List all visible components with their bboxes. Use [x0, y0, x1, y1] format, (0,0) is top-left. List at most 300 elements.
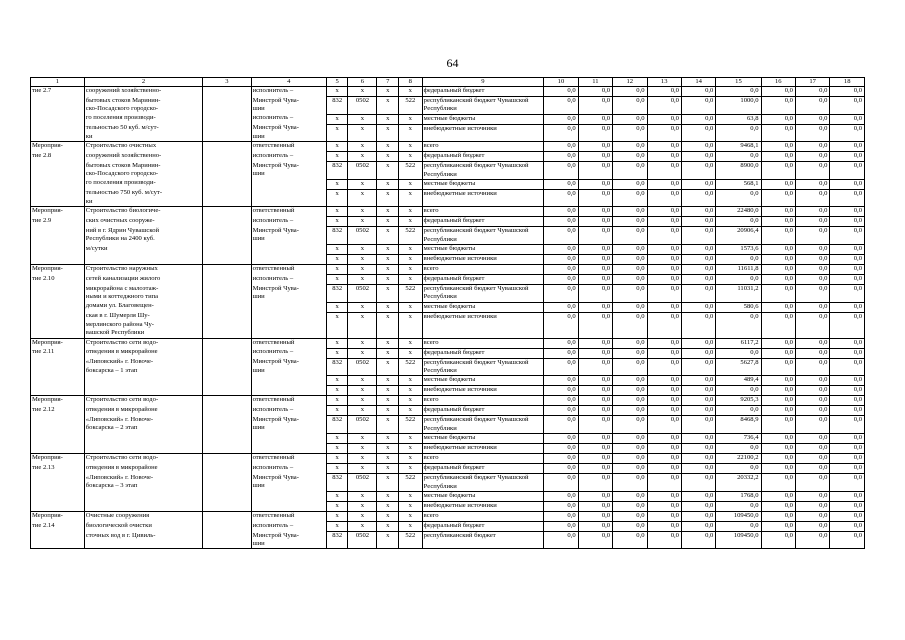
measure-number-cell	[31, 114, 85, 124]
year-value-cell: 0,0	[578, 179, 612, 189]
year-value-cell: 0,0	[544, 348, 578, 358]
code-section-cell: x	[348, 142, 377, 152]
year-value-cell: 0,0	[681, 522, 715, 532]
year-value-cell: 0,0	[681, 302, 715, 312]
responsible-executor-cell	[251, 312, 326, 338]
table-row	[31, 406, 865, 416]
table-row	[31, 434, 865, 444]
code-grbs-cell: x	[326, 502, 348, 512]
code-expense-cell: 522	[398, 532, 422, 549]
year-value-cell: 0,0	[613, 265, 647, 275]
year-value-cell: 0,0	[647, 142, 681, 152]
code-grbs-cell: x	[326, 312, 348, 338]
measure-number-cell: Мероприя-	[31, 265, 85, 275]
year-value-cell: 0,0	[830, 464, 865, 474]
year-value-cell: 0,0	[681, 312, 715, 338]
empty-cell	[203, 245, 251, 255]
year-value-cell: 0,0	[544, 142, 578, 152]
funding-source-cell: всего	[422, 142, 544, 152]
code-grbs-cell: x	[326, 275, 348, 285]
year-value-cell: 0,0	[830, 302, 865, 312]
year-value-cell: 0,0	[761, 179, 795, 189]
year-value-cell: 0,0	[578, 492, 612, 502]
year-value-cell: 0,0	[681, 275, 715, 285]
measure-name-cell: Строительство очистных	[84, 142, 202, 152]
year-value-cell: 20906,4	[716, 227, 761, 245]
empty-cell	[203, 444, 251, 454]
year-value-cell: 0,0	[544, 386, 578, 396]
year-value-cell: 0,0	[716, 87, 761, 97]
code-target-cell: x	[377, 285, 399, 303]
year-value-cell: 0,0	[647, 255, 681, 265]
year-value-cell: 0,0	[578, 275, 612, 285]
year-value-cell: 0,0	[681, 255, 715, 265]
code-section-cell: 0502	[348, 416, 377, 434]
code-expense-cell: x	[398, 396, 422, 406]
measure-name-cell: бытовых стоков Маринин- ско-Посадского городско-	[84, 97, 202, 115]
code-grbs-cell: x	[326, 464, 348, 474]
year-value-cell: 0,0	[578, 255, 612, 265]
year-value-cell: 0,0	[681, 434, 715, 444]
funding-source-cell: всего	[422, 207, 544, 217]
year-value-cell: 0,0	[681, 245, 715, 255]
measure-name-cell: микрорайона с малоэтаж- ными и коттеджного типа	[84, 285, 202, 303]
year-value-cell: 0,0	[613, 376, 647, 386]
year-value-cell: 0,0	[716, 275, 761, 285]
funding-source-cell: республиканский бюджет Чувашской Республики	[422, 285, 544, 303]
year-value-cell: 0,0	[830, 358, 865, 376]
funding-source-cell: федеральный бюджет	[422, 522, 544, 532]
year-value-cell: 0,0	[681, 416, 715, 434]
table-row	[31, 338, 865, 348]
measure-number-cell	[31, 302, 85, 312]
year-value-cell: 0,0	[613, 124, 647, 141]
year-value-cell: 0,0	[716, 312, 761, 338]
year-value-cell: 0,0	[613, 474, 647, 492]
code-target-cell: x	[377, 338, 399, 348]
responsible-executor-cell: ответственный	[251, 265, 326, 275]
code-section-cell: x	[348, 179, 377, 189]
measure-name-cell: Строительство сети водо-	[84, 396, 202, 406]
code-target-cell: x	[377, 358, 399, 376]
year-value-cell: 0,0	[613, 142, 647, 152]
year-value-cell: 0,0	[544, 255, 578, 265]
year-value-cell: 0,0	[795, 285, 829, 303]
year-value-cell: 0,0	[716, 124, 761, 141]
year-value-cell: 0,0	[578, 227, 612, 245]
page-number: 64	[446, 56, 459, 70]
code-section-cell: x	[348, 255, 377, 265]
code-section-cell: 0502	[348, 97, 377, 115]
responsible-executor-cell: Минстрой Чува- шии	[251, 285, 326, 303]
table-row	[31, 502, 865, 512]
code-section-cell: x	[348, 207, 377, 217]
year-value-cell: 0,0	[716, 502, 761, 512]
year-value-cell: 0,0	[578, 396, 612, 406]
year-value-cell: 0,0	[578, 87, 612, 97]
column-header: 12	[613, 78, 647, 87]
year-value-cell: 0,0	[578, 434, 612, 444]
year-value-cell: 0,0	[761, 416, 795, 434]
year-value-cell: 0,0	[544, 502, 578, 512]
year-value-cell: 0,0	[830, 275, 865, 285]
year-value-cell: 0,0	[578, 512, 612, 522]
empty-cell	[203, 189, 251, 206]
table-body	[31, 78, 865, 549]
code-grbs-cell: x	[326, 265, 348, 275]
code-section-cell: x	[348, 302, 377, 312]
year-value-cell: 580,6	[716, 302, 761, 312]
responsible-executor-cell: Минстрой Чува- шии	[251, 124, 326, 141]
year-value-cell: 0,0	[544, 162, 578, 180]
year-value-cell: 0,0	[681, 532, 715, 549]
funding-source-cell: республиканский бюджет Чувашской Республики	[422, 97, 544, 115]
table-row	[31, 114, 865, 124]
year-value-cell: 0,0	[544, 245, 578, 255]
year-value-cell: 0,0	[613, 358, 647, 376]
empty-cell	[203, 376, 251, 386]
funding-source-cell: республиканский бюджет Чувашской Республики	[422, 474, 544, 492]
responsible-executor-cell: исполнитель –	[251, 275, 326, 285]
measure-name-cell: «Липовский» г. Новочe- боксарска – 1 этап	[84, 358, 202, 376]
year-value-cell: 0,0	[795, 522, 829, 532]
responsible-executor-cell: ответственный	[251, 142, 326, 152]
year-value-cell: 0,0	[578, 142, 612, 152]
year-value-cell: 0,0	[578, 358, 612, 376]
budget-table	[30, 77, 865, 549]
column-header: 14	[681, 78, 715, 87]
year-value-cell: 0,0	[544, 396, 578, 406]
year-value-cell: 0,0	[761, 454, 795, 464]
year-value-cell: 0,0	[716, 406, 761, 416]
year-value-cell: 0,0	[716, 464, 761, 474]
code-grbs-cell: x	[326, 179, 348, 189]
year-value-cell: 0,0	[544, 227, 578, 245]
measure-number-cell	[31, 474, 85, 492]
year-value-cell: 0,0	[761, 124, 795, 141]
year-value-cell: 0,0	[613, 245, 647, 255]
code-target-cell: x	[377, 217, 399, 227]
year-value-cell: 63,8	[716, 114, 761, 124]
year-value-cell: 0,0	[613, 285, 647, 303]
empty-cell	[203, 406, 251, 416]
column-header: 9	[422, 78, 544, 87]
year-value-cell: 0,0	[647, 179, 681, 189]
year-value-cell: 0,0	[795, 152, 829, 162]
year-value-cell: 0,0	[830, 124, 865, 141]
code-expense-cell: x	[398, 152, 422, 162]
responsible-executor-cell: Минстрой Чува- шии	[251, 358, 326, 376]
year-value-cell: 0,0	[647, 97, 681, 115]
year-value-cell: 0,0	[613, 348, 647, 358]
measure-name-cell: Строительство сети водо-	[84, 338, 202, 348]
year-value-cell: 0,0	[544, 275, 578, 285]
year-value-cell: 0,0	[544, 416, 578, 434]
code-expense-cell: x	[398, 376, 422, 386]
empty-cell	[203, 358, 251, 376]
year-value-cell: 0,0	[716, 348, 761, 358]
measure-name-cell: ний в г. Ядрин Чувашской Республики на 2400 куб.	[84, 227, 202, 245]
responsible-executor-cell	[251, 245, 326, 255]
measure-number-cell: Мероприя-	[31, 207, 85, 217]
code-expense-cell: x	[398, 114, 422, 124]
year-value-cell: 0,0	[681, 265, 715, 275]
funding-source-cell: федеральный бюджет	[422, 406, 544, 416]
year-value-cell: 0,0	[830, 376, 865, 386]
measure-number-cell	[31, 162, 85, 180]
table-row	[31, 474, 865, 492]
table-row	[31, 464, 865, 474]
funding-source-cell: всего	[422, 265, 544, 275]
empty-cell	[203, 275, 251, 285]
measure-name-cell: отведения в микрорайоне	[84, 406, 202, 416]
code-expense-cell: x	[398, 454, 422, 464]
year-value-cell: 0,0	[613, 217, 647, 227]
column-header: 2	[84, 78, 202, 87]
year-value-cell: 0,0	[681, 114, 715, 124]
year-value-cell: 0,0	[647, 87, 681, 97]
code-expense-cell: x	[398, 338, 422, 348]
year-value-cell: 0,0	[681, 207, 715, 217]
responsible-executor-cell: Минстрой Чува- шии	[251, 474, 326, 492]
code-expense-cell: x	[398, 302, 422, 312]
responsible-executor-cell: ответственный	[251, 454, 326, 464]
year-value-cell: 0,0	[647, 275, 681, 285]
empty-cell	[203, 142, 251, 152]
year-value-cell: 0,0	[761, 512, 795, 522]
code-grbs-cell: x	[326, 444, 348, 454]
measure-number-cell: Мероприя-	[31, 454, 85, 464]
year-value-cell: 0,0	[681, 179, 715, 189]
table-row	[31, 312, 865, 338]
column-header: 11	[578, 78, 612, 87]
year-value-cell: 0,0	[830, 97, 865, 115]
year-value-cell: 0,0	[795, 302, 829, 312]
year-value-cell: 0,0	[578, 338, 612, 348]
year-value-cell: 0,0	[647, 464, 681, 474]
year-value-cell: 0,0	[613, 444, 647, 454]
funding-source-cell: федеральный бюджет	[422, 275, 544, 285]
year-value-cell: 0,0	[761, 464, 795, 474]
code-target-cell: x	[377, 376, 399, 386]
code-target-cell: x	[377, 532, 399, 549]
year-value-cell: 0,0	[761, 358, 795, 376]
code-expense-cell: x	[398, 179, 422, 189]
measure-name-cell	[84, 434, 202, 444]
code-section-cell: x	[348, 152, 377, 162]
year-value-cell: 0,0	[681, 338, 715, 348]
year-value-cell: 0,0	[647, 376, 681, 386]
code-grbs-cell: 832	[326, 474, 348, 492]
year-value-cell: 0,0	[647, 245, 681, 255]
year-value-cell: 0,0	[578, 265, 612, 275]
year-value-cell: 0,0	[647, 532, 681, 549]
year-value-cell: 0,0	[761, 189, 795, 206]
code-grbs-cell: 832	[326, 162, 348, 180]
empty-cell	[203, 124, 251, 141]
responsible-executor-cell: ответственный	[251, 396, 326, 406]
year-value-cell: 0,0	[647, 492, 681, 502]
code-grbs-cell: x	[326, 522, 348, 532]
code-target-cell: x	[377, 275, 399, 285]
table-row	[31, 454, 865, 464]
year-value-cell: 0,0	[613, 162, 647, 180]
year-value-cell: 1573,6	[716, 245, 761, 255]
year-value-cell: 0,0	[716, 189, 761, 206]
measure-name-cell: «Липовский» г. Новочe- боксарска – 2 этап	[84, 416, 202, 434]
code-target-cell: x	[377, 416, 399, 434]
code-target-cell: x	[377, 179, 399, 189]
responsible-executor-cell: Минстрой Чува- шии	[251, 97, 326, 115]
code-expense-cell: x	[398, 142, 422, 152]
empty-cell	[203, 464, 251, 474]
code-section-cell: x	[348, 434, 377, 444]
measure-name-cell: отведения в микрорайоне	[84, 348, 202, 358]
code-section-cell: x	[348, 444, 377, 454]
year-value-cell: 0,0	[830, 512, 865, 522]
code-section-cell: x	[348, 275, 377, 285]
table-row	[31, 265, 865, 275]
table-row	[31, 87, 865, 97]
funding-source-cell: федеральный бюджет	[422, 152, 544, 162]
measure-number-cell	[31, 189, 85, 206]
empty-cell	[203, 532, 251, 549]
code-target-cell: x	[377, 97, 399, 115]
year-value-cell: 0,0	[647, 386, 681, 396]
measure-number-cell: тие 2.9	[31, 217, 85, 227]
year-value-cell: 0,0	[830, 142, 865, 152]
code-grbs-cell: x	[326, 207, 348, 217]
code-section-cell: x	[348, 312, 377, 338]
year-value-cell: 0,0	[578, 302, 612, 312]
year-value-cell: 0,0	[830, 502, 865, 512]
header-row	[31, 78, 865, 87]
year-value-cell: 0,0	[761, 312, 795, 338]
year-value-cell: 6117,2	[716, 338, 761, 348]
year-value-cell: 0,0	[647, 338, 681, 348]
responsible-executor-cell: ответственный	[251, 512, 326, 522]
year-value-cell: 0,0	[613, 97, 647, 115]
year-value-cell: 0,0	[830, 217, 865, 227]
code-grbs-cell: x	[326, 512, 348, 522]
table-row	[31, 512, 865, 522]
year-value-cell: 0,0	[761, 444, 795, 454]
year-value-cell: 0,0	[681, 189, 715, 206]
year-value-cell: 0,0	[761, 406, 795, 416]
funding-source-cell: внебюджетные источники	[422, 124, 544, 141]
year-value-cell: 0,0	[647, 302, 681, 312]
year-value-cell: 0,0	[830, 179, 865, 189]
year-value-cell: 0,0	[761, 152, 795, 162]
year-value-cell: 0,0	[578, 406, 612, 416]
code-grbs-cell: 832	[326, 358, 348, 376]
year-value-cell: 0,0	[681, 444, 715, 454]
code-grbs-cell: x	[326, 406, 348, 416]
year-value-cell: 0,0	[681, 227, 715, 245]
code-grbs-cell: x	[326, 396, 348, 406]
year-value-cell: 0,0	[544, 217, 578, 227]
year-value-cell: 0,0	[795, 434, 829, 444]
code-target-cell: x	[377, 189, 399, 206]
funding-source-cell: всего	[422, 454, 544, 464]
code-grbs-cell: x	[326, 189, 348, 206]
empty-cell	[203, 338, 251, 348]
funding-source-cell: внебюджетные источники	[422, 386, 544, 396]
code-section-cell: x	[348, 454, 377, 464]
year-value-cell: 0,0	[613, 454, 647, 464]
responsible-executor-cell	[251, 492, 326, 502]
year-value-cell: 0,0	[578, 522, 612, 532]
table-row	[31, 97, 865, 115]
measure-name-cell: ских очистных сооруже-	[84, 217, 202, 227]
code-target-cell: x	[377, 124, 399, 141]
empty-cell	[203, 114, 251, 124]
year-value-cell: 0,0	[544, 522, 578, 532]
year-value-cell: 0,0	[647, 217, 681, 227]
year-value-cell: 0,0	[613, 227, 647, 245]
code-expense-cell: x	[398, 217, 422, 227]
measure-number-cell: тие 2.7	[31, 87, 85, 97]
code-expense-cell: x	[398, 434, 422, 444]
code-expense-cell: 522	[398, 97, 422, 115]
code-grbs-cell: x	[326, 217, 348, 227]
year-value-cell: 9205,3	[716, 396, 761, 406]
code-grbs-cell: x	[326, 87, 348, 97]
responsible-executor-cell: исполнитель –	[251, 217, 326, 227]
funding-source-cell: местные бюджеты	[422, 492, 544, 502]
responsible-executor-cell	[251, 179, 326, 189]
year-value-cell: 0,0	[613, 532, 647, 549]
year-value-cell: 0,0	[795, 142, 829, 152]
measure-number-cell: Мероприя-	[31, 396, 85, 406]
year-value-cell: 8900,0	[716, 162, 761, 180]
code-target-cell: x	[377, 207, 399, 217]
year-value-cell: 0,0	[761, 285, 795, 303]
measure-name-cell: Очистные сооружения	[84, 512, 202, 522]
year-value-cell: 0,0	[544, 97, 578, 115]
year-value-cell: 0,0	[716, 217, 761, 227]
year-value-cell: 0,0	[830, 532, 865, 549]
code-section-cell: 0502	[348, 285, 377, 303]
column-header: 13	[647, 78, 681, 87]
table-row	[31, 124, 865, 141]
year-value-cell: 0,0	[647, 522, 681, 532]
measure-number-cell: Мероприя-	[31, 338, 85, 348]
table-row	[31, 376, 865, 386]
code-expense-cell: 522	[398, 474, 422, 492]
year-value-cell: 11611,8	[716, 265, 761, 275]
code-grbs-cell: x	[326, 434, 348, 444]
measure-number-cell	[31, 376, 85, 386]
year-value-cell: 0,0	[830, 386, 865, 396]
year-value-cell: 0,0	[647, 396, 681, 406]
code-grbs-cell: x	[326, 124, 348, 141]
measure-name-cell: м/сутки	[84, 245, 202, 255]
empty-cell	[203, 179, 251, 189]
year-value-cell: 0,0	[613, 87, 647, 97]
year-value-cell: 0,0	[795, 97, 829, 115]
year-value-cell: 0,0	[544, 207, 578, 217]
measure-number-cell: тие 2.14	[31, 522, 85, 532]
year-value-cell: 0,0	[761, 396, 795, 406]
year-value-cell: 11031,2	[716, 285, 761, 303]
year-value-cell: 0,0	[613, 189, 647, 206]
year-value-cell: 0,0	[681, 512, 715, 522]
empty-cell	[203, 416, 251, 434]
code-expense-cell: x	[398, 406, 422, 416]
year-value-cell: 0,0	[761, 87, 795, 97]
year-value-cell: 0,0	[795, 227, 829, 245]
